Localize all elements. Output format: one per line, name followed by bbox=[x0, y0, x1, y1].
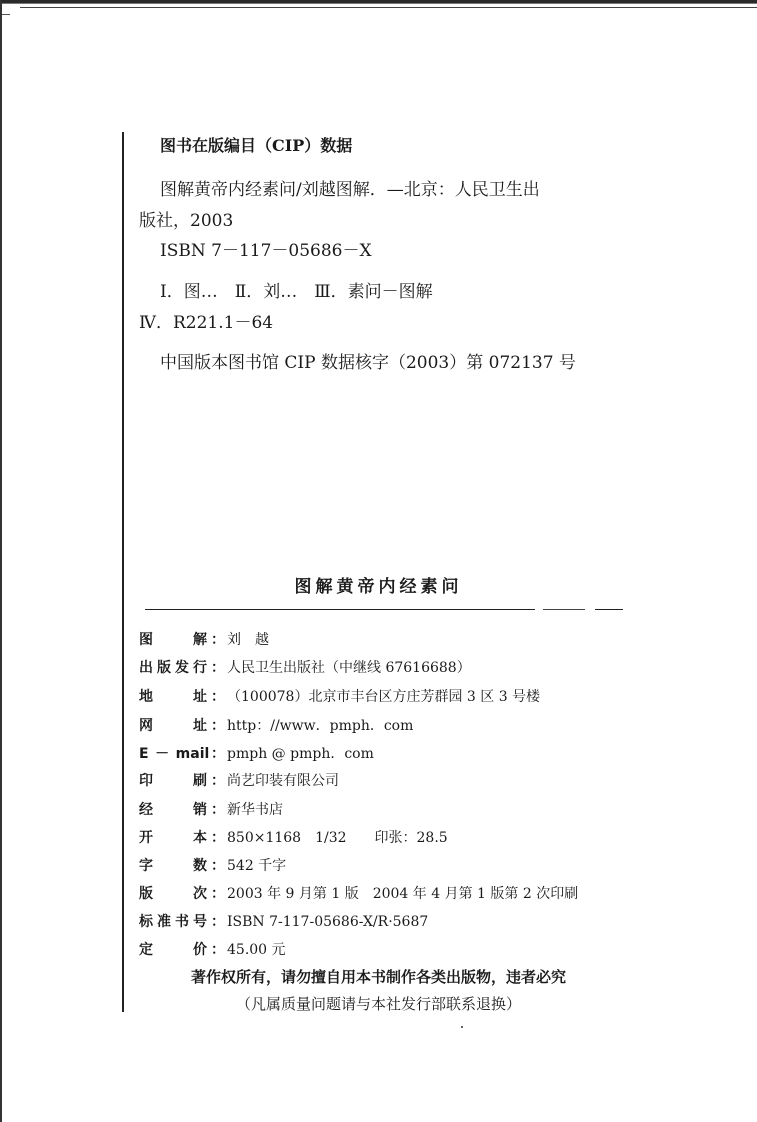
row-label: 网 址： bbox=[139, 718, 225, 734]
row-value: 45.00 元 bbox=[227, 942, 286, 958]
row-label: 字 数： bbox=[139, 858, 225, 874]
row-value: （100078）北京市丰台区方庄芳群园 3 区 3 号楼 bbox=[227, 689, 541, 705]
colophon-row-publisher bbox=[139, 657, 471, 679]
row-value: ISBN 7-117-05686-X/R·5687 bbox=[227, 914, 429, 930]
row-label: E － mail： bbox=[139, 746, 225, 762]
row-value: 刘 越 bbox=[227, 632, 269, 648]
cip-heading: 图书在版编目（CIP）数据 bbox=[160, 136, 353, 155]
colophon-title: 图解黄帝内经素问 bbox=[294, 577, 463, 597]
colophon-row-address bbox=[139, 686, 540, 708]
colophon-row-price bbox=[139, 939, 286, 961]
cip-subjects-line1: Ⅰ．图… Ⅱ．刘… Ⅲ．素问－图解 bbox=[160, 282, 433, 302]
colophon-row-isbn bbox=[139, 911, 428, 933]
row-label: 定 价： bbox=[139, 942, 225, 958]
return-policy-note: （凡属质量问题请与本社发行部联系退换） bbox=[235, 995, 521, 1013]
colophon-row-word-count bbox=[139, 855, 286, 877]
row-value: http：//www．pmph．com bbox=[227, 718, 414, 734]
row-label: 印 刷： bbox=[139, 773, 225, 789]
row-label: 图 解： bbox=[139, 632, 225, 648]
row-label: 开 本： bbox=[139, 830, 225, 846]
row-value: pmph @ pmph．com bbox=[227, 746, 374, 762]
row-value: 人民卫生出版社（中继线 67616688） bbox=[227, 660, 471, 676]
row-value: 新华书店 bbox=[227, 802, 283, 818]
row-value: 542 千字 bbox=[227, 858, 287, 874]
row-label: 版 次： bbox=[139, 886, 225, 902]
row-label: 地 址： bbox=[139, 689, 225, 705]
scan-left-tick bbox=[2, 14, 10, 15]
colophon-row-distributor bbox=[139, 799, 283, 821]
row-value: 尚艺印装有限公司 bbox=[227, 773, 339, 789]
row-label: 出版发行： bbox=[139, 660, 225, 676]
cip-subjects-line2: Ⅳ．R221.1－64 bbox=[139, 313, 274, 333]
row-value: 2003 年 9 月第 1 版 2004 年 4 月第 1 版第 2 次印刷 bbox=[227, 886, 579, 902]
row-value: 850×1168 1/32 印张：28.5 bbox=[227, 830, 448, 846]
cip-record-number: 中国版本图书馆 CIP 数据核字（2003）第 072137 号 bbox=[160, 353, 576, 373]
row-label: 标准书号： bbox=[139, 914, 225, 930]
colophon-row-format bbox=[139, 827, 448, 849]
scan-top-line bbox=[20, 7, 757, 8]
colophon-row-email bbox=[139, 743, 374, 765]
colophon-row-website bbox=[139, 715, 413, 737]
colophon-row-edition bbox=[139, 883, 578, 905]
colophon-row-printer bbox=[139, 770, 339, 792]
cip-title-line1: 图解黄帝内经素问/刘越图解．—北京：人民卫生出 bbox=[160, 180, 540, 200]
cip-isbn: ISBN 7－117－05686－X bbox=[160, 241, 372, 261]
colophon-divider bbox=[145, 609, 623, 610]
scan-left-edge bbox=[0, 0, 2, 1122]
colophon-row-author bbox=[139, 629, 269, 651]
cip-title-line2: 版社，2003 bbox=[139, 211, 234, 231]
copyright-notice: 著作权所有，请勿擅自用本书制作各类出版物，违者必究 bbox=[190, 968, 566, 986]
scan-speck bbox=[461, 1026, 463, 1028]
row-label: 经 销： bbox=[139, 802, 225, 818]
